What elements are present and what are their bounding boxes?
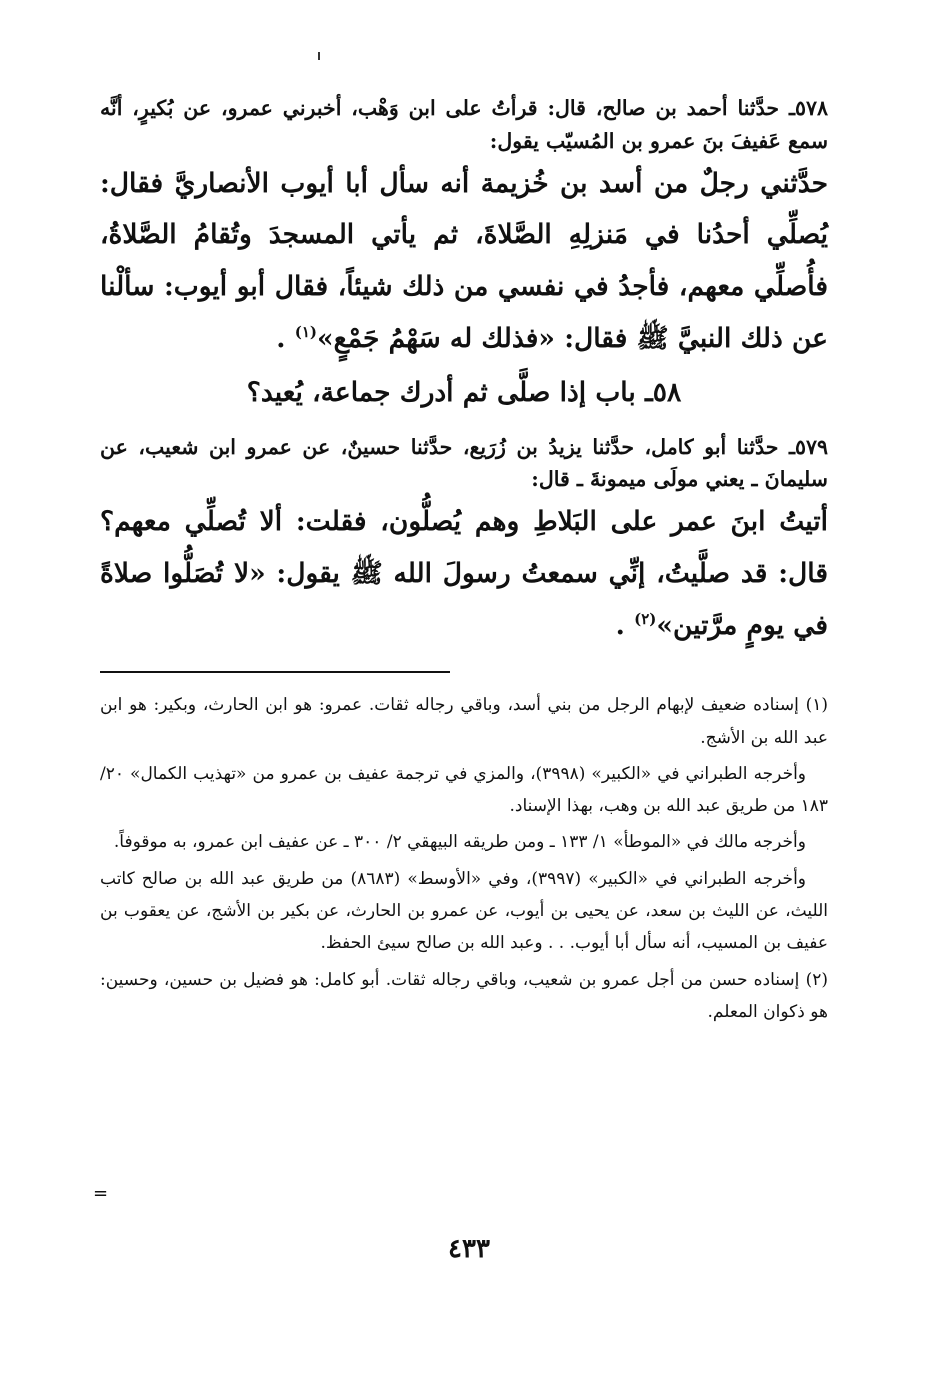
footnote-1-takhrij-1: وأخرجه الطبراني في «الكبير» (٣٩٩٨)، والمزي في ترجمة عفيف بن عمرو من «تهذيب الكمال» ٢٠/ ١٨٣ من طريق عبد الله بن وهب، بهذا الإسناد. xyxy=(100,763,828,817)
scan-mark xyxy=(318,52,320,60)
footnote-ref-2[interactable]: (٢) xyxy=(634,609,657,628)
hadith-578-end: . xyxy=(276,322,295,354)
hadith-579-text: أتيتُ ابنَ عمر على البَلاطِ وهم يُصلُّون، فقلت: ألا تُصلِّي معهم؟ قال: قد صلَّيتُ، إنِّي سمعتُ رسولَ الله ﷺ يقول: «لا تُصَلُّوا صلاةً في يومٍ مرَّتين» xyxy=(100,506,828,641)
footnote-divider xyxy=(100,671,450,673)
footnote-1: (١) إسناده ضعيف لإبهام الرجل من بني أسد، وباقي رجاله ثقات. عمرو: هو ابن الحارث، وبكير: هو ابن عبد الله بن الأشج. xyxy=(100,695,828,748)
hadith-578 xyxy=(100,92,828,364)
hadith-579-end: . xyxy=(615,609,635,641)
hadith-578-matn xyxy=(100,158,828,365)
footnotes xyxy=(100,689,828,1028)
page-content xyxy=(100,92,828,1032)
page-number: ٤٣٣ xyxy=(448,1234,490,1264)
hadith-579 xyxy=(100,431,828,652)
hadith-578-text: حدَّثني رجلٌ من أسد بن خُزيمة أنه سأل أبا أيوب الأنصاريَّ فقال: يُصلِّي أحدُنا في مَنزلِهِ الصَّلاةَ، ثم يأتي المسجدَ وتُقامُ الصَّلاةُ، فأُصلِّي معهم، فأجدُ في نفسي من ذلك شيئاً، فقال أبو أيوب: سألْنا عن ذلك النبيَّ ﷺ فقال: «فذلك له سَهْمُ جَمْعٍ» xyxy=(100,167,828,354)
footnote-ref-1[interactable]: (١) xyxy=(294,322,318,341)
hadith-578-isnad: ٥٧٨ـ حدَّثنا أحمد بن صالح، قال: قرأتُ على ابن وَهْب، أخبرني عمرو، عن بُكيرٍ، أنَّه سمع عَفيفَ بنَ عمرو بن المُسيّب يقول: xyxy=(100,96,828,153)
chapter-heading: ٥٨ـ باب إذا صلَّى ثم أدرك جماعة، يُعيد؟ xyxy=(246,377,682,409)
continuation-mark: = xyxy=(93,1183,109,1204)
hadith-579-matn xyxy=(100,496,828,651)
footnote-1-takhrij-2: وأخرجه مالك في «الموطأ» ١/ ١٣٣ ـ ومن طريقه البيهقي ٢/ ٣٠٠ ـ عن عفيف ابن عمرو، به موقوفاً. xyxy=(113,832,806,853)
hadith-579-isnad: ٥٧٩ـ حدَّثنا أبو كامل، حدَّثنا يزيدُ بن زُرَيع، حدَّثنا حسينٌ، عن عمرو ابن شعيب، عن سليمانَ ـ يعني مولَى ميمونةَ ـ قال: xyxy=(100,434,828,492)
footnote-1-takhrij-3: وأخرجه الطبراني في «الكبير» (٣٩٩٧)، وفي «الأوسط» (٨٦٨٣) من طريق عبد الله بن صالح كاتب الليث، عن الليث بن سعد، عن يحيى بن أيوب، عن عمرو بن الحارث، عن بكير بن الأشج، عن يعقوب بن عفيف بن المسيب، أنه سأل أبا أيوب. . . وعبد الله بن صالح سيئ الحفظ. xyxy=(100,868,828,954)
footnote-2: (٢) إسناده حسن من أجل عمرو بن شعيب، وباقي رجاله ثقات. أبو كامل: هو فضيل بن حسين، وحسين: هو ذكوان المعلم. xyxy=(100,969,828,1022)
